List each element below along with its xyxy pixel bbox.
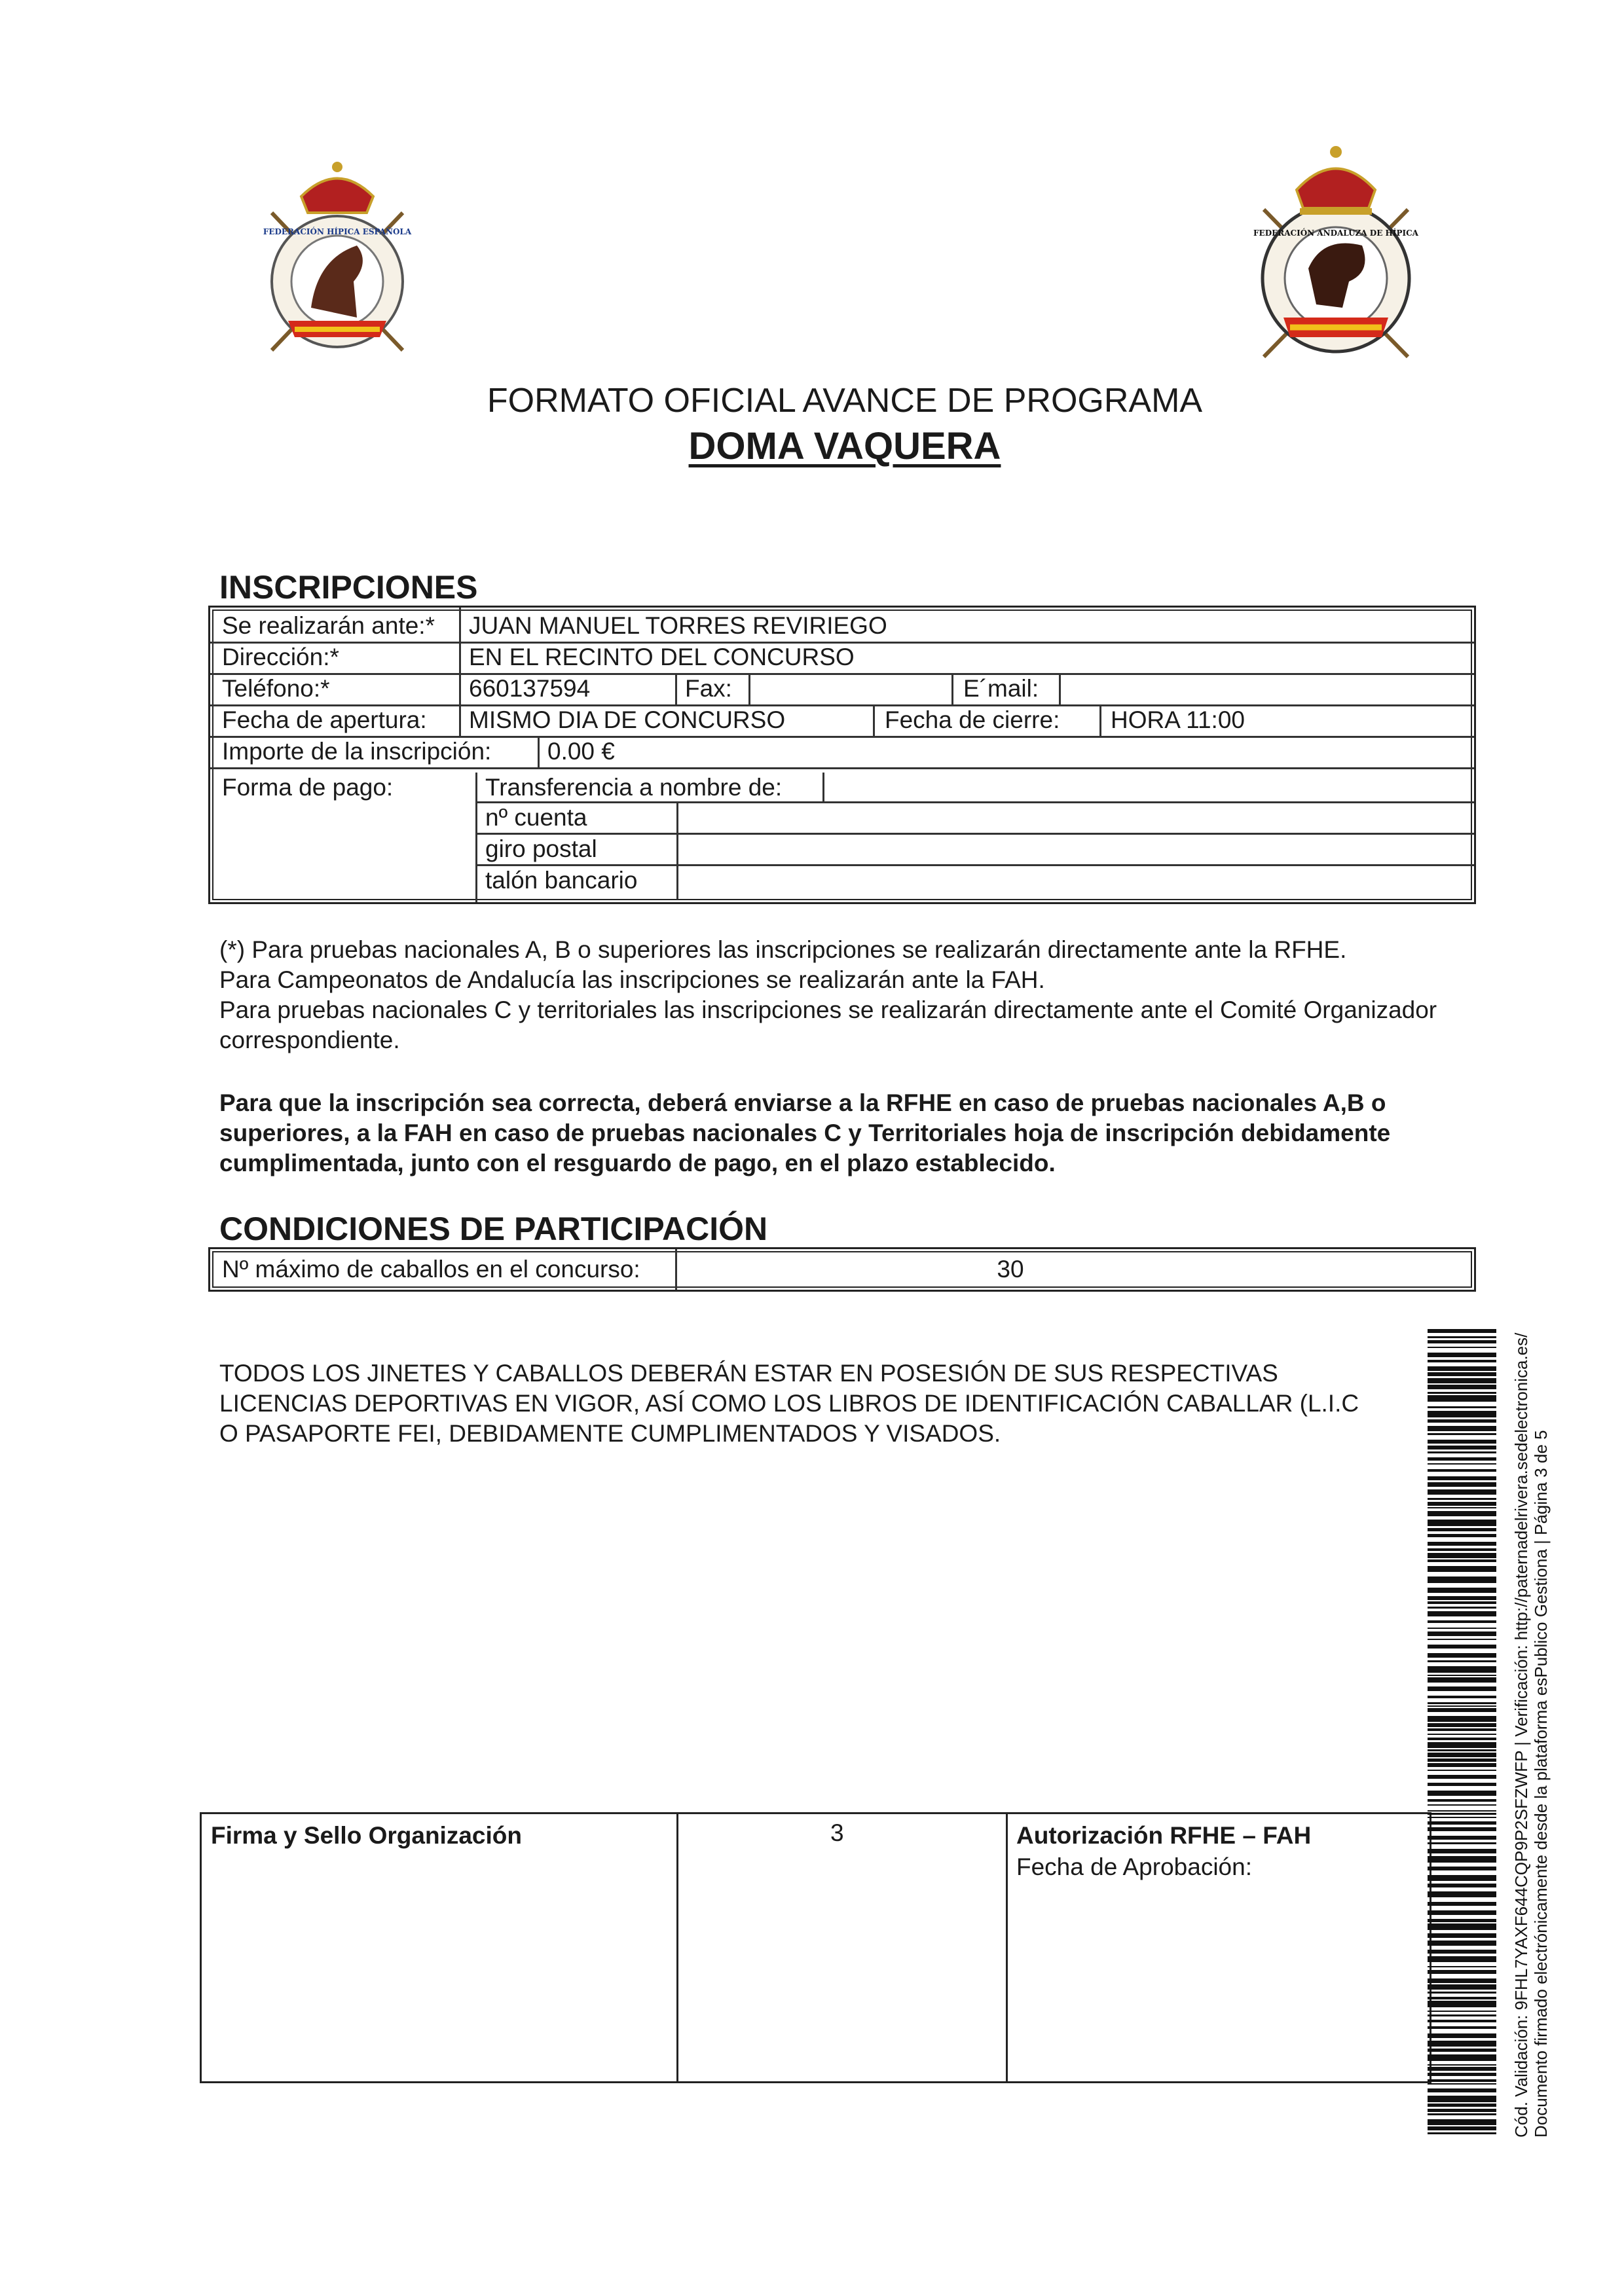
ante-value: JUAN MANUEL TORRES REVIRIEGO xyxy=(469,612,887,639)
fax-label: Fax: xyxy=(685,675,732,702)
apertura-label: Fecha de apertura: xyxy=(222,706,427,733)
cierre-label: Fecha de cierre: xyxy=(885,706,1060,733)
cierre-value: HORA 11:00 xyxy=(1111,706,1245,733)
document-subtitle: DOMA VAQUERA xyxy=(688,425,1001,467)
condiciones-table xyxy=(208,1247,1476,1292)
note-inscripcion-correcta: Para que la inscripción sea correcta, deberá enviarse a la RFHE en caso de pruebas nacionales A,B o superiores, a la FAH en caso de pruebas nacionales C y Territoriales hoja de inscripción debidamente cumplimentada, junto con el resguardo de pago, en el plazo establecido. xyxy=(219,1089,1391,1176)
note-campeonatos: Para Campeonatos de Andalucía las inscripciones se realizarán ante la FAH. xyxy=(219,966,1045,993)
rfhe-logo-text: FEDERACIÓN HÍPICA ESPAÑOLA xyxy=(263,227,412,236)
inscripciones-heading: INSCRIPCIONES xyxy=(219,569,478,606)
verification-line-2: Documento firmado electrónicamente desde la plataforma esPublico Gestiona | Página 3 de 5 xyxy=(1531,1430,1551,2138)
importe-label: Importe de la inscripción: xyxy=(222,738,492,765)
firma-sello-label: Firma y Sello Organización xyxy=(211,1822,522,1849)
note-territoriales: Para pruebas nacionales C y territoriales las inscripciones se realizarán directamente ante el Comité Organizador correspondiente. xyxy=(219,996,1437,1053)
autorizacion-label: Autorización RFHE – FAH xyxy=(1016,1822,1312,1849)
condiciones-heading: CONDICIONES DE PARTICIPACIÓN xyxy=(219,1211,768,1247)
cuenta-label: nº cuenta xyxy=(485,804,587,831)
importe-value: 0.00 € xyxy=(547,738,615,765)
direccion-label: Dirección:* xyxy=(222,644,339,670)
ante-label: Se realizarán ante:* xyxy=(222,612,435,639)
fah-logo xyxy=(1251,131,1421,367)
document-title: FORMATO OFICIAL AVANCE DE PROGRAMA xyxy=(487,382,1203,420)
inscripciones-table xyxy=(208,606,1476,904)
pago-label: Forma de pago: xyxy=(222,774,394,801)
telefono-label: Teléfono:* xyxy=(222,675,330,702)
verification-line-1: Cód. Validación: 9FHL7YAXF644CQP9P2SFZWFP | Verificación: http://paternadelrivera.sedelectronica.es/ xyxy=(1511,1332,1531,2138)
licencias-line-2: LICENCIAS DEPORTIVAS EN VIGOR, ASÍ COMO LOS LIBROS DE IDENTIFICACIÓN CABALLAR (L.I.C xyxy=(219,1390,1359,1417)
giro-label: giro postal xyxy=(485,835,597,862)
licencias-line-1: TODOS LOS JINETES Y CABALLOS DEBERÁN ESTAR EN POSESIÓN DE SUS RESPECTIVAS xyxy=(219,1360,1278,1387)
direccion-value: EN EL RECINTO DEL CONCURSO xyxy=(469,644,855,670)
signature-table xyxy=(200,1812,1431,2083)
rfhe-logo xyxy=(259,147,416,363)
note-nacionales: (*) Para pruebas nacionales A, B o superiores las inscripciones se realizarán directamente ante la RFHE. xyxy=(219,936,1347,963)
fah-logo-text: FEDERACIÓN ANDALUZA DE HÍPICA xyxy=(1253,228,1418,238)
transferencia-label: Transferencia a nombre de: xyxy=(485,774,783,801)
validation-barcode xyxy=(1428,1329,1496,2134)
page-number: 3 xyxy=(830,1819,844,1846)
telefono-value: 660137594 xyxy=(469,675,591,702)
fecha-aprobacion-label: Fecha de Aprobación: xyxy=(1016,1853,1252,1880)
apertura-value: MISMO DIA DE CONCURSO xyxy=(469,706,786,733)
talon-label: talón bancario xyxy=(485,867,638,894)
email-label: E´mail: xyxy=(963,675,1039,702)
licencias-line-3: O PASAPORTE FEI, DEBIDAMENTE CUMPLIMENTADOS Y VISADOS. xyxy=(219,1420,1001,1447)
max-caballos-value: 30 xyxy=(997,1256,1024,1283)
max-caballos-label: Nº máximo de caballos en el concurso: xyxy=(222,1256,640,1283)
